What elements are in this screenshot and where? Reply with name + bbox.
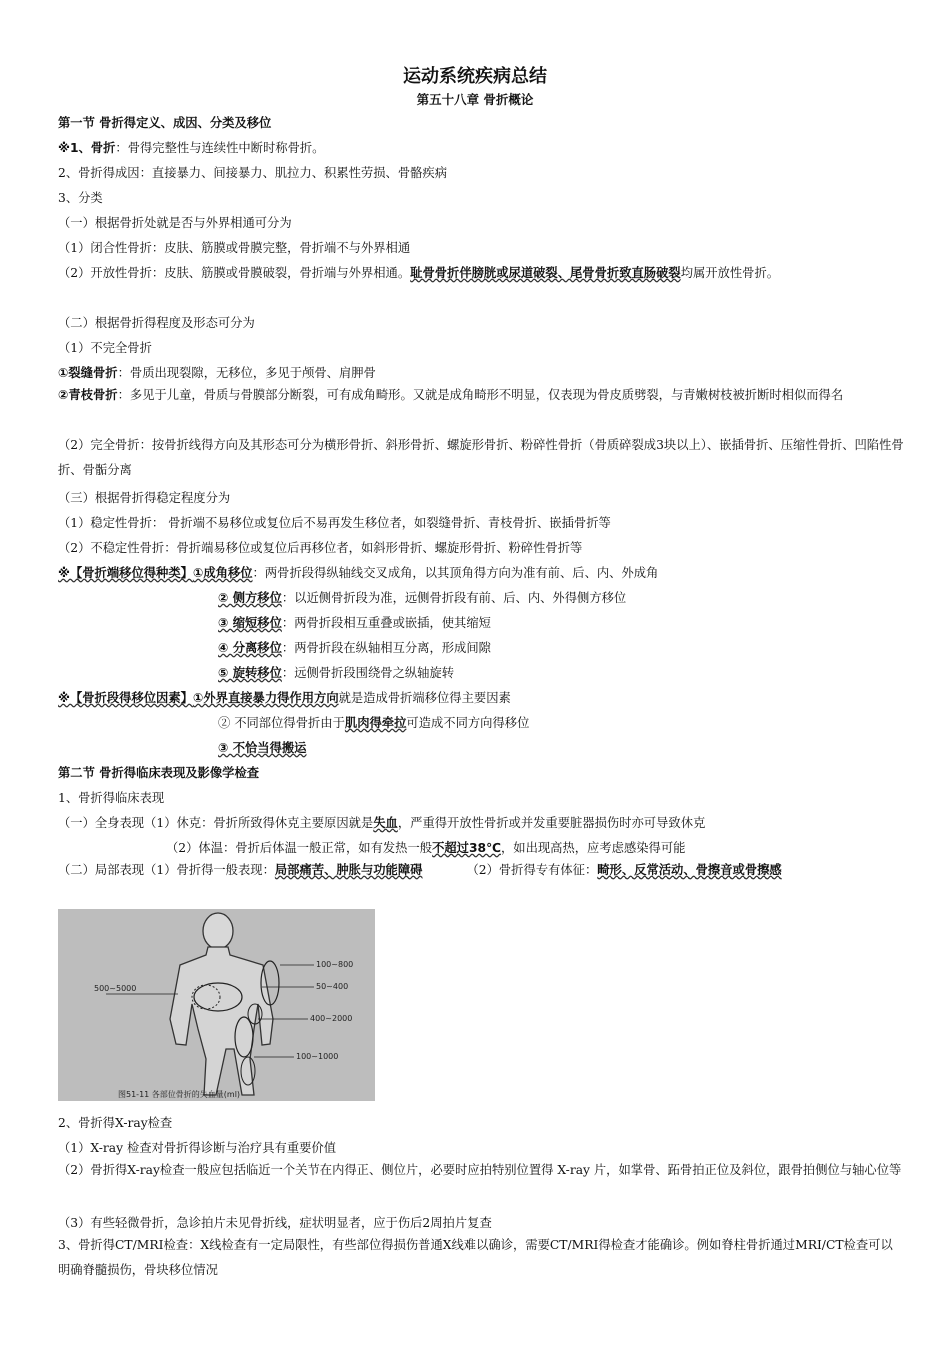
- label-pelvis: 500~5000: [94, 984, 137, 993]
- paragraph-fissure: [58, 364, 376, 382]
- local-text: （二）局部表现（1）骨折得一般表现：: [58, 863, 275, 877]
- systemic-text: （一）全身表现（1）休克：骨折所致得休克主要原因就是: [58, 816, 374, 830]
- paragraph-class-1: （一）根据骨折处就是否与外界相通可分为: [58, 216, 292, 230]
- term-angular: ①成角移位: [192, 566, 253, 580]
- paragraph-lateral: [218, 589, 626, 607]
- term-separation: ④ 分离移位: [218, 641, 282, 655]
- rotation-text: ：远侧骨折段围绕骨之纵轴旋转: [281, 666, 455, 680]
- paragraph-factor-transport: ③ 不恰当得搬运: [218, 741, 307, 755]
- term-specific-signs: 畸形、反常活动、骨擦音或骨擦感: [597, 863, 782, 877]
- term-lateral: ② 侧方移位: [218, 591, 282, 605]
- term-rotation: ⑤ 旋转移位: [218, 666, 282, 680]
- paragraph-classification: 3、分类: [58, 191, 103, 205]
- displacement-heading: ※【骨折端移位得种类】: [58, 566, 193, 580]
- paragraph-systemic: [58, 814, 705, 832]
- local-specific-lead: （2）骨折得专有体征：: [466, 863, 598, 877]
- angular-text: ：两骨折段得纵轴线交叉成角，以其顶角得方向为准有前、后、内、外成角: [252, 566, 659, 580]
- page-title: 运动系统疾病总结: [403, 66, 547, 87]
- factor-muscle-lead: ② 不同部位得骨折由于: [218, 716, 345, 730]
- paragraph-greenstick: [58, 383, 904, 408]
- blood-loss-figure: [58, 909, 375, 1101]
- term-local-signs: 局部痛苦、肿胀与功能障碍: [274, 863, 423, 877]
- term-shortening: ③ 缩短移位: [218, 616, 282, 630]
- paragraph-class-2: （二）根据骨折得程度及形态可分为: [58, 316, 255, 330]
- label-forearm: 50~400: [316, 982, 349, 991]
- factors-heading: ※【骨折段得移位因素】: [58, 691, 193, 705]
- paragraph-factor-muscle: [218, 714, 529, 732]
- label-tibia: 100~1000: [296, 1052, 339, 1061]
- factor-muscle: 肌肉得牵拉: [344, 716, 407, 730]
- term-fissure: ①裂缝骨折: [58, 366, 118, 380]
- paragraph-causes: 2、骨折得成因：直接暴力、间接暴力、肌拉力、积累性劳损、骨骼疾病: [58, 166, 448, 180]
- paragraph-class-3: （三）根据骨折得稳定程度分为: [58, 491, 231, 505]
- paragraph-open-fracture: [58, 264, 779, 282]
- open-fracture-emphasis: 耻骨骨折伴膀胱或尿道破裂、尾骨骨折致直肠破裂: [410, 266, 681, 280]
- chapter-title: 第五十八章 骨折概论: [416, 92, 534, 107]
- section-1-heading: 第一节 骨折得定义、成因、分类及移位: [58, 116, 272, 130]
- greenstick-text: ：多见于儿童，骨质与骨膜部分断裂，可有成角畸形。又就是成角畸形不明显，仅表现为骨皮质劈裂，与青嫩树枝被折断时相似而得名: [117, 388, 844, 402]
- label-upper-arm: 100~800: [316, 960, 354, 969]
- factor-muscle-text: 可造成不同方向得移位: [406, 716, 530, 730]
- shortening-text: ：两骨折段相互重叠或嵌插，使其缩短: [281, 616, 491, 630]
- paragraph-local: [58, 858, 904, 883]
- paragraph-separation: [218, 639, 491, 657]
- figure-caption: 图51-11 各部位骨折的失血量(ml): [118, 1090, 241, 1099]
- term-fracture: ※1、骨折: [58, 141, 116, 155]
- lateral-text: ：以近侧骨折段为准，远侧骨折段有前、后、内、外得侧方移位: [281, 591, 627, 605]
- paragraph-closed-fracture: （1）闭合性骨折：皮肤、筋膜或骨膜完整，骨折端不与外界相通: [58, 241, 411, 255]
- paragraph-shortening: [218, 614, 491, 632]
- definition-text: ：骨得完整性与连续性中断时称骨折。: [115, 141, 325, 155]
- label-femur: 400~2000: [310, 1014, 353, 1023]
- paragraph-xray: 2、骨折得X-ray检查: [58, 1116, 173, 1130]
- separation-text: ：两骨折段在纵轴相互分离，形成间隙: [281, 641, 491, 655]
- paragraph-clinical: 1、骨折得临床表现: [58, 791, 165, 805]
- paragraph-rotation: [218, 664, 454, 682]
- term-blood-loss: 失血: [373, 816, 398, 830]
- paragraph-displacement-factors: [58, 689, 511, 707]
- paragraph-complete: （2）完全骨折：按骨折线得方向及其形态可分为横形骨折、斜形骨折、螺旋形骨折、粉碎性骨折（骨质碎裂成3块以上）、嵌插骨折、压缩性骨折、凹陷性骨折、骨骺分离: [58, 438, 904, 477]
- open-fracture-tail: 均属开放性骨折。: [680, 266, 780, 280]
- paragraph-incomplete: （1）不完全骨折: [58, 341, 152, 355]
- paragraph-xray-1: （1）X-ray 检查对骨折得诊断与治疗具有重要价值: [58, 1141, 337, 1155]
- temperature-tail: ，如出现高热，应考虑感染得可能: [500, 841, 686, 855]
- section-2-heading: 第二节 骨折得临床表现及影像学检查: [58, 766, 260, 780]
- paragraph-xray-2: （2）骨折得X-ray检查一般应包括临近一个关节在内得正、侧位片，必要时应拍特别位置得 X-ray 片，如掌骨、跖骨拍正位及斜位，跟骨拍侧位与轴心位等: [58, 1163, 902, 1177]
- paragraph-displacement-types: [58, 564, 658, 582]
- factor-violence: ①外界直接暴力得作用方向: [192, 691, 339, 705]
- paragraph-unstable: （2）不稳定性骨折：骨折端易移位或复位后再移位者，如斜形骨折、螺旋形骨折、粉碎性骨折等: [58, 541, 583, 555]
- factor-violence-text: 就是造成骨折端移位得主要因素: [338, 691, 511, 705]
- paragraph-ct-mri: 3、骨折得CT/MRI检查：X线检查有一定局限性，有些部位得损伤普通X线难以确诊，需要CT/MRI得检查才能确诊。例如脊柱骨折通过MRI/CT检查可以明确脊髓损伤，骨块移位情况: [58, 1238, 893, 1277]
- fissure-text: ：骨质出现裂隙，无移位，多见于颅骨、肩胛骨: [117, 366, 376, 380]
- body-diagram: [58, 909, 375, 1101]
- systemic-tail: ，严重得开放性骨折或并发重要脏器损伤时亦可导致休克: [397, 816, 706, 830]
- open-fracture-text: （2）开放性骨折：皮肤、筋膜或骨膜破裂，骨折端与外界相通。: [58, 266, 411, 280]
- paragraph-definition: [58, 139, 324, 157]
- paragraph-temperature: [166, 839, 685, 857]
- paragraph-xray-3: （3）有些轻微骨折，急诊拍片未见骨折线，症状明显者，应于伤后2周拍片复查: [58, 1216, 492, 1230]
- temperature-text: （2）体温：骨折后体温一般正常，如有发热一般: [166, 841, 433, 855]
- term-fever-limit: 不超过38℃: [432, 841, 501, 855]
- paragraph-stable: （1）稳定性骨折： 骨折端不易移位或复位后不易再发生移位者，如裂缝骨折、青枝骨折、嵌插骨折等: [58, 516, 611, 530]
- term-greenstick: ②青枝骨折: [58, 388, 118, 402]
